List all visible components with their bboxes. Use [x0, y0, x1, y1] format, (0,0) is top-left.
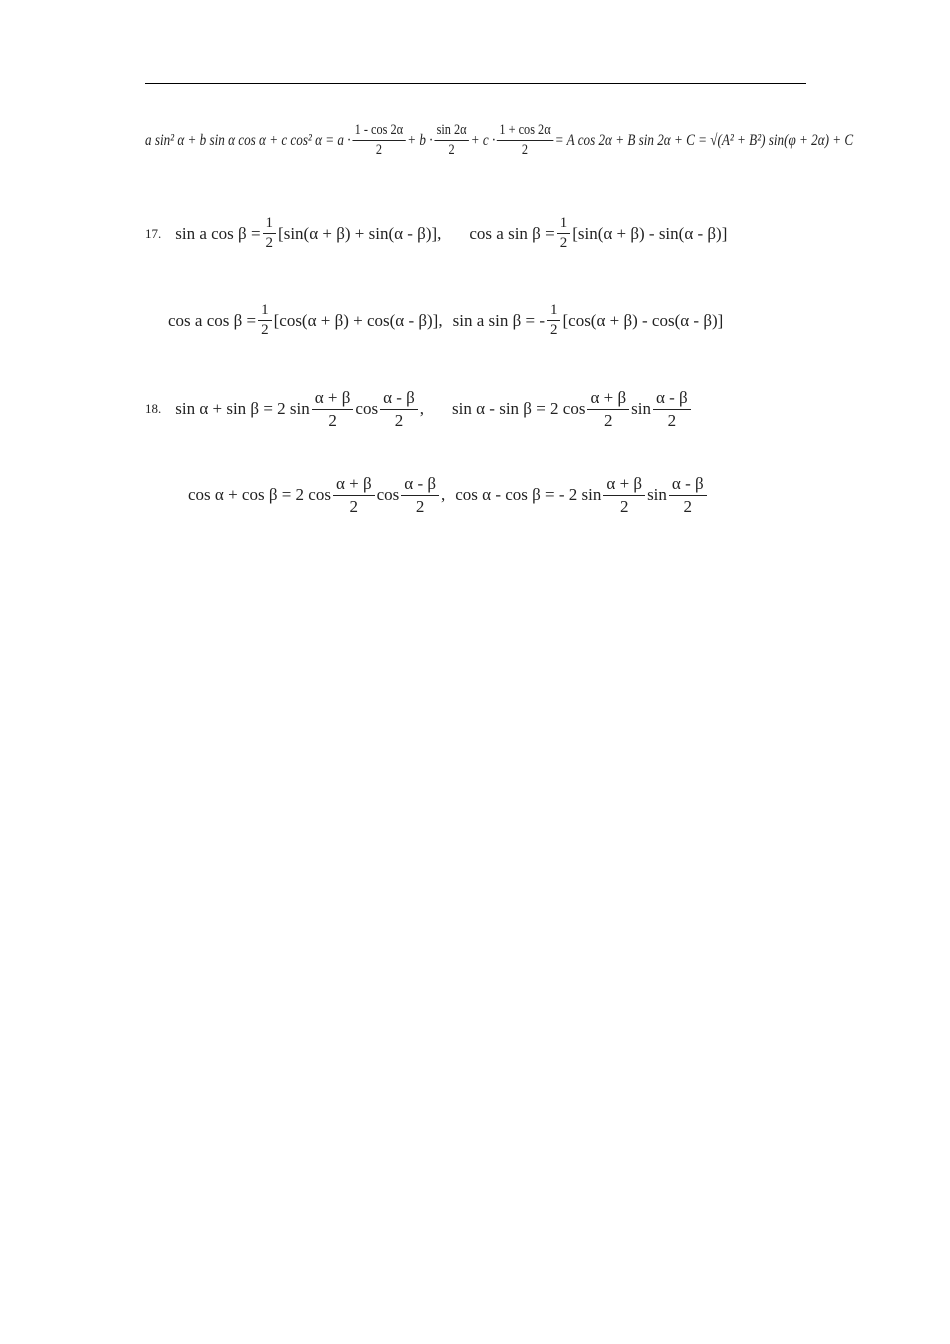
formula-16-frac-2: $\frac{\sin 2\alpha}{2}$ [434, 122, 469, 160]
formula-18b-mid: sin [631, 399, 651, 419]
formula-18b-frac-1: $\frac{\alpha + \beta}{2}$ [587, 388, 629, 430]
formula-18a-frac-2: $\frac{\alpha - \beta}{2}$ [380, 388, 418, 430]
formula-18a-tail: , [419, 399, 425, 419]
formula-16 [145, 122, 853, 160]
formula-17c-rhs: [cos(α + β) + cos(α - β)], [273, 310, 443, 330]
formula-17c-lhs: cos a cos β = [168, 310, 257, 330]
formula-17b-frac: $\frac{1}{2}$ [557, 215, 571, 253]
formula-18c-tail: , [441, 485, 446, 505]
formula-17b-rhs: [sin(α + β) - sin(α - β)] [572, 223, 728, 243]
formula-18-row-1 [145, 388, 693, 430]
formula-17d-lhs: sin a sin β = - [452, 310, 545, 330]
formula-17a-lhs: sin a cos β = [175, 223, 261, 243]
formula-18d-lhs: cos α - cos β = - 2 sin [455, 485, 602, 505]
formula-18a-mid: cos [355, 399, 379, 419]
formula-16-lhs: a sin² α + b sin α cos α + c cos² α = a · [145, 131, 351, 149]
header-rule [145, 83, 806, 84]
formula-18d-frac-1: $\frac{\alpha + \beta}{2}$ [603, 474, 645, 516]
formula-18d-frac-2: $\frac{\alpha - \beta}{2}$ [669, 474, 707, 516]
formula-17a-frac: $\frac{1}{2}$ [263, 215, 277, 253]
formula-16-mid-2: + c · [470, 131, 496, 149]
formula-18-row-2 [188, 474, 709, 516]
formula-18b-lhs: sin α - sin β = 2 cos [452, 399, 586, 419]
formula-18c-lhs: cos α + cos β = 2 cos [188, 485, 331, 505]
formula-18b-frac-2: $\frac{\alpha - \beta}{2}$ [653, 388, 691, 430]
formula-18c-frac-1: $\frac{\alpha + \beta}{2}$ [333, 474, 375, 516]
formula-18c-mid: cos [376, 485, 400, 505]
formula-16-frac-1: $\frac{1 - \cos 2\alpha}{2}$ [352, 122, 405, 160]
formula-18a-lhs: sin α + sin β = 2 sin [175, 399, 310, 419]
formula-18a-frac-1: $\frac{\alpha + \beta}{2}$ [312, 388, 354, 430]
formula-17d-frac: $\frac{1}{2}$ [547, 302, 561, 340]
formula-18d-mid: sin [647, 485, 667, 505]
formula-17-row-2 [168, 302, 723, 340]
formula-16-rhs: = A cos 2α + B sin 2α + C = √(A² + B²) sin(φ + 2α) + C [554, 131, 854, 149]
formula-16-mid-1: + b · [407, 131, 433, 149]
formula-18c-frac-2: $\frac{\alpha - \beta}{2}$ [401, 474, 439, 516]
formula-17b-lhs: cos a sin β = [469, 223, 555, 243]
formula-17-number: 17. [145, 225, 162, 241]
formula-17-row-1 [145, 215, 727, 253]
formula-16-frac-3: $\frac{1 + \cos 2\alpha}{2}$ [497, 122, 553, 160]
formula-17a-rhs: [sin(α + β) + sin(α - β)], [278, 223, 442, 243]
formula-17d-rhs: [cos(α + β) - cos(α - β)] [562, 310, 724, 330]
formula-18-number: 18. [145, 401, 162, 417]
formula-17c-frac: $\frac{1}{2}$ [258, 302, 272, 340]
